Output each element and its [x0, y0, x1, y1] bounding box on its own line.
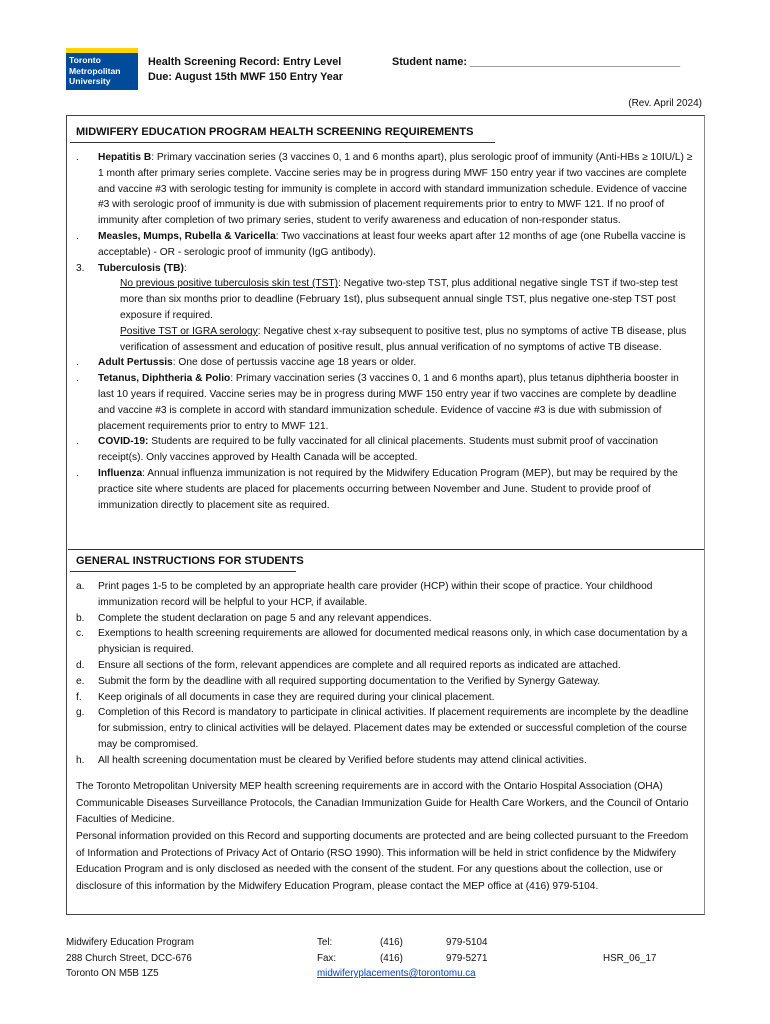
- list-marker: .: [76, 467, 79, 479]
- tb-subheading: Positive TST or IGRA serology: [120, 325, 258, 337]
- requirement-name: Measles, Mumps, Rubella & Varicella: [98, 230, 276, 242]
- instruction-item: [76, 579, 696, 611]
- instruction-text: All health screening documentation must be cleared by Verified before students may attend clinical activities.: [98, 754, 587, 766]
- instruction-item: [76, 611, 696, 627]
- tb-no-positive: [98, 276, 696, 323]
- instruction-item: [76, 626, 696, 658]
- email-link[interactable]: midwiferyplacements@torontomu.ca: [317, 968, 476, 979]
- instruction-text: Completion of this Record is mandatory to participate in clinical activities. If placement requirements are incomplete by the deadline for submission, entry to clinical activities will be delayed. Placement dates may be extended or successful completion of the course may be compromised.: [98, 707, 689, 750]
- footer-address: [66, 935, 194, 982]
- list-marker: .: [76, 152, 79, 163]
- list-marker: .: [76, 357, 79, 369]
- title-underline: [70, 571, 296, 572]
- address-line: 288 Church Street, DCC-676: [66, 952, 192, 964]
- requirement-tuberculosis: [76, 261, 696, 356]
- instruction-text: Ensure all sections of the form, relevant appendices are complete and all required reports as indicated are attached.: [98, 659, 621, 671]
- requirement-text: :: [183, 262, 187, 274]
- requirement-name: Influenza: [98, 467, 143, 479]
- list-marker: c.: [76, 628, 84, 640]
- instruction-item: [76, 690, 696, 706]
- list-marker: g.: [76, 707, 85, 719]
- requirement-influenza: [76, 466, 696, 513]
- instruction-item: [76, 705, 696, 752]
- record-title: Health Screening Record: Entry Level: [148, 56, 342, 68]
- instruction-item: [76, 674, 696, 690]
- section-divider: [68, 549, 704, 550]
- requirement-text: : Primary vaccination series (3 vaccines 0, 1 and 6 months apart), plus serologic proof of immunity (Anti-HBs ≥ 10IU/L) ≥ 1 month after primary series complete. Vaccine series may be in progress during MWF 150 entry year if two vaccines are complete and vaccine #3 with serologic testing for immunity is complete in accord with standard immunization schedule. Evidence of vaccine #3 with serologic proof of immunity is due with submission of placement requirements prior to entry to MWF 121. If no proof of immunity after completion of two primary series, student to verify awareness and education of non-responder status.: [98, 152, 693, 227]
- privacy-paragraph: Personal information provided on this Record and supporting documents are protected and are being collected pursuant to the Freedom of Information and Protections of Privacy Act of Ontario (RSO 1990). This information will be held in strict confidence by the Midwifery Education Program and is only disclosed as needed with the consent of the student. For any questions about the collection, use or disclosure of this information by the Midwifery Education Program, please contact the MEP office at (416) 979-5104.: [76, 831, 689, 892]
- list-marker: 3.: [76, 262, 85, 274]
- tel-label: Tel:: [317, 937, 333, 948]
- tb-subheading: No previous positive tuberculosis skin test (TST): [120, 278, 338, 290]
- instruction-text: Complete the student declaration on page 5 and any relevant appendices.: [98, 612, 432, 624]
- footer-contact-labels: [317, 935, 336, 966]
- address-line: Toronto ON M5B 1Z5: [66, 968, 159, 979]
- list-marker: .: [76, 373, 79, 385]
- tel-area-code: (416): [380, 937, 403, 948]
- tb-text: : Negative chest x-ray subsequent to positive test, plus no symptoms of active TB disease, plus verification of assessment and education of positive result, plus annual verification of no symptoms of active TB disease.: [120, 325, 687, 353]
- fax-label: Fax:: [317, 952, 337, 964]
- list-marker: e.: [76, 675, 85, 687]
- requirement-text: : Primary vaccination series (3 vaccines 0, 1 and 6 months apart), plus tetanus diphtheria booster in last 10 years if required. Vaccine series may be in progress during MWF 150 entry year if two vaccines are complete by deadline and vaccine #3 is complete in accord with standard immunization schedule. Evidence of vaccine #3 is due with submission of placement requirements prior to entry to MWF 121.: [98, 373, 679, 432]
- fax-number: 979-5271: [446, 952, 488, 964]
- logo-wordmark: [66, 53, 138, 90]
- compliance-paragraph: The Toronto Metropolitan University MEP health screening requirements are in accord with the Ontario Hospital Association (OHA) Communicable Diseases Surveillance Protocols, the Canadian Immunization Guide for Health Care Workers, and the Council of Ontario Faculties of Medicine.: [76, 781, 689, 825]
- logo-line: Metropolitan: [69, 65, 121, 76]
- requirement-text: Students are required to be fully vaccinated for all clinical placements. Students must submit proof of vaccination receipt(s). Only vaccines approved by Health Canada will be accepted.: [98, 436, 659, 464]
- logo-line: Toronto: [69, 55, 101, 65]
- requirements-title: MIDWIFERY EDUCATION PROGRAM HEALTH SCREENING REQUIREMENTS: [76, 126, 474, 138]
- instruction-text: Exemptions to health screening requirements are allowed for documented medical reasons only, in which case documentation by a physician is required.: [98, 628, 688, 656]
- student-name-field[interactable]: Student name: ___________________________________: [392, 56, 681, 68]
- instructions-title: GENERAL INSTRUCTIONS FOR STUDENTS: [76, 555, 304, 567]
- requirement-name: Tetanus, Diphtheria & Polio: [98, 373, 231, 385]
- record-header: [148, 55, 343, 85]
- tb-positive: [98, 324, 696, 356]
- footer-numbers: [446, 935, 487, 966]
- list-marker: a.: [76, 581, 85, 592]
- list-marker: b.: [76, 612, 85, 624]
- instructions-list: [76, 579, 696, 769]
- instruction-item: [76, 753, 696, 769]
- form-code: HSR_06_17: [603, 953, 657, 964]
- title-underline: [70, 142, 495, 143]
- requirement-name: Adult Pertussis: [98, 357, 173, 369]
- footer-area-codes: [380, 935, 403, 966]
- requirement-text: : Annual influenza immunization is not required by the Midwifery Education Program (MEP), but may be required by the practice site where students are placed for placements occurring between November and June. Student to provide proof of immunization directly to placement site as required.: [98, 467, 678, 511]
- tb-text: : Negative two-step TST, plus additional negative single TST if two-step test more than six months prior to deadline (February 1st), plus subsequent annual single TST, plus negative one-step TST post exposure if required.: [120, 278, 678, 321]
- university-logo: [66, 48, 138, 90]
- requirement-name: COVID-19:: [98, 436, 149, 448]
- address-line: Midwifery Education Program: [66, 937, 194, 948]
- revision-date: (Rev. April 2024): [628, 98, 702, 109]
- logo-line: University: [69, 76, 111, 86]
- requirement-text: : Two vaccinations at least four weeks apart after 12 months of age (one Rubella vaccine is acceptable) - OR - serologic proof of immunity (IgG antibody).: [98, 230, 686, 258]
- requirement-hepatitis-b: [76, 150, 696, 229]
- requirement-text: : One dose of pertussis vaccine age 18 years or older.: [172, 357, 417, 369]
- instruction-text: Keep originals of all documents in case they are required during your clinical placement.: [98, 691, 495, 703]
- instruction-text: Print pages 1-5 to be completed by an appropriate health care provider (HCP) within their scope of practice. Your childhood immunization record will be helpful to your HCP, if available.: [98, 581, 653, 608]
- list-marker: f.: [76, 691, 82, 703]
- requirement-name: Tuberculosis (TB): [98, 262, 184, 274]
- requirement-covid: [76, 434, 696, 466]
- list-marker: .: [76, 230, 79, 242]
- instruction-item: [76, 658, 696, 674]
- due-date: Due: August 15th MWF 150 Entry Year: [148, 71, 343, 83]
- requirements-list: [76, 150, 696, 513]
- requirement-tetanus: [76, 371, 696, 434]
- instruction-text: Submit the form by the deadline with all required supporting documentation to the Verified by Synergy Gateway.: [98, 675, 601, 687]
- tel-number: 979-5104: [446, 937, 488, 948]
- requirement-name: Hepatitis B: [98, 152, 152, 163]
- fax-area-code: (416): [380, 952, 403, 964]
- requirement-mmr-varicella: [76, 229, 696, 261]
- list-marker: .: [76, 436, 79, 448]
- list-marker: d.: [76, 659, 85, 671]
- list-marker: h.: [76, 754, 85, 766]
- requirement-pertussis: [76, 355, 696, 371]
